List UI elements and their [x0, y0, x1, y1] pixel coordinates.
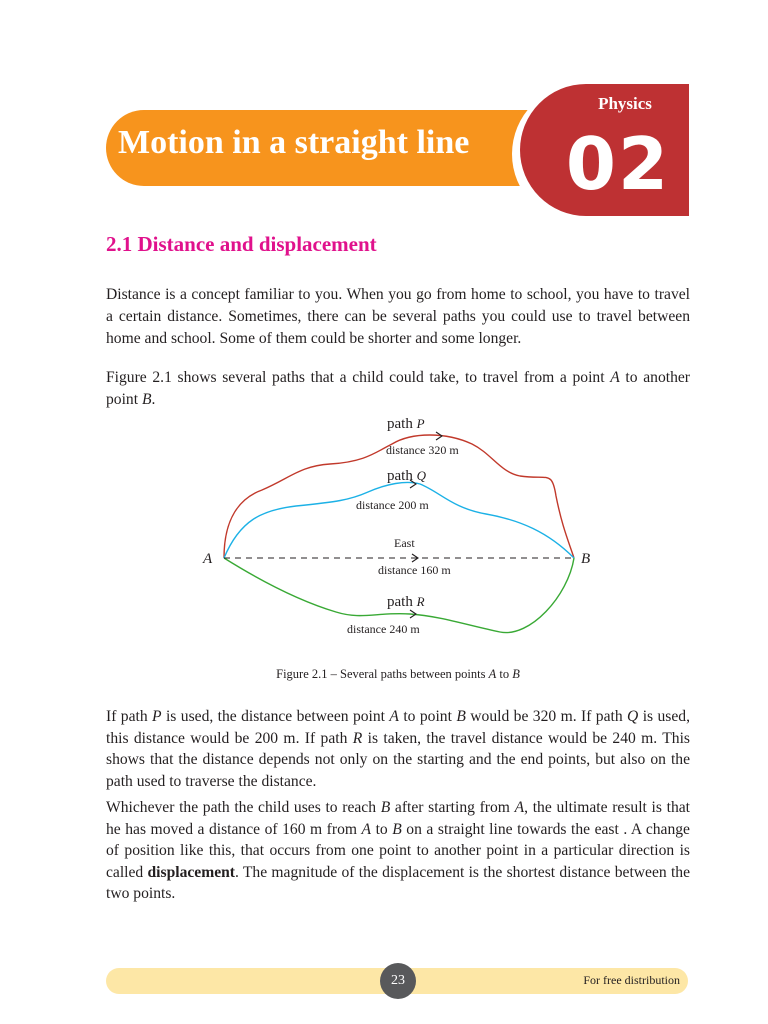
text-run: . The magnitude of the displacement is the shortest distance between the two points.: [106, 863, 690, 902]
point-ref: A: [488, 667, 497, 681]
path-word: path: [387, 416, 413, 432]
text-run: to: [371, 820, 393, 838]
text-run: .: [151, 391, 156, 408]
point-ref: B: [380, 799, 391, 816]
path-p-distance: distance 320 m: [386, 443, 459, 457]
text-run: Whichever the path the child uses to reach: [106, 799, 381, 816]
straight-distance: distance 160 m: [378, 563, 451, 577]
figure-caption: [0, 667, 768, 682]
path-q-label: [387, 468, 427, 484]
point-a-label: A: [203, 551, 213, 567]
point-ref: A: [361, 820, 372, 838]
paragraph-displacement-definition: [106, 797, 690, 905]
distribution-note: For free distribution: [583, 973, 680, 987]
path-ref: P: [152, 708, 162, 725]
path-r-distance: distance 240 m: [347, 622, 420, 636]
paragraph-intro: Distance is a concept familiar to you. When you go from home to school, you have to travel a certain distance. Sometimes, there can be several paths you could use to travel between home and school. Some of them could be shorter and some longer.: [106, 286, 690, 347]
path-word: path: [387, 594, 413, 610]
point-ref: A: [514, 799, 525, 816]
text-run: Figure 2.1 – Several paths between points: [276, 667, 489, 681]
path-letter: R: [416, 594, 425, 609]
text-run: would be 320 m. If path: [465, 708, 628, 725]
figure-paths-diagram: [0, 400, 768, 660]
text-run: , the ultimate result is that he has moved a distance of 160 m from: [106, 799, 691, 838]
point-b-label: B: [581, 551, 591, 567]
text-run: to: [496, 667, 513, 681]
point-ref: A: [389, 708, 399, 725]
east-label: East: [394, 536, 415, 550]
path-r-label: [387, 594, 425, 610]
text-run: is taken, the travel distance would be 240 m. This shows that the distance depends not only on the starting and the end points, but also on the path used to traverse the distance.: [106, 729, 690, 790]
path-letter: P: [416, 416, 425, 431]
text-run: If path: [106, 708, 153, 725]
text-run: to point: [398, 708, 457, 725]
section-heading: 2.1 Distance and displacement: [106, 232, 377, 256]
text-run: to another point: [106, 369, 690, 408]
paragraph-path-distances: [106, 706, 690, 792]
point-ref: B: [392, 820, 402, 838]
chapter-title: Motion in a straight line: [118, 124, 470, 161]
point-ref: A: [610, 369, 620, 386]
text-run: Figure 2.1 shows several paths that a child could take, to travel from a point: [106, 369, 611, 386]
path-word: path: [387, 468, 413, 484]
point-ref: B: [512, 667, 520, 681]
page-number: 23: [380, 963, 416, 999]
text-run: is used, the distance between point: [161, 708, 390, 725]
text-run: after starting from: [390, 799, 515, 816]
key-term: displacement: [147, 863, 235, 881]
subject-label: Physics: [598, 94, 652, 113]
path-p-label: [387, 416, 425, 432]
path-q-distance: distance 200 m: [356, 498, 429, 512]
point-ref: B: [141, 391, 152, 408]
chapter-number: 02: [565, 122, 671, 206]
path-ref: Q: [627, 708, 639, 725]
text-run: is used, this distance would be 200 m. If path: [106, 708, 690, 747]
text-run: on a straight line towards the east . A change of position like this, that occurs from one point to another point in a particular direction is called: [106, 820, 690, 881]
path-ref: R: [352, 729, 363, 747]
path-letter: Q: [416, 468, 426, 483]
point-ref: B: [456, 708, 466, 725]
